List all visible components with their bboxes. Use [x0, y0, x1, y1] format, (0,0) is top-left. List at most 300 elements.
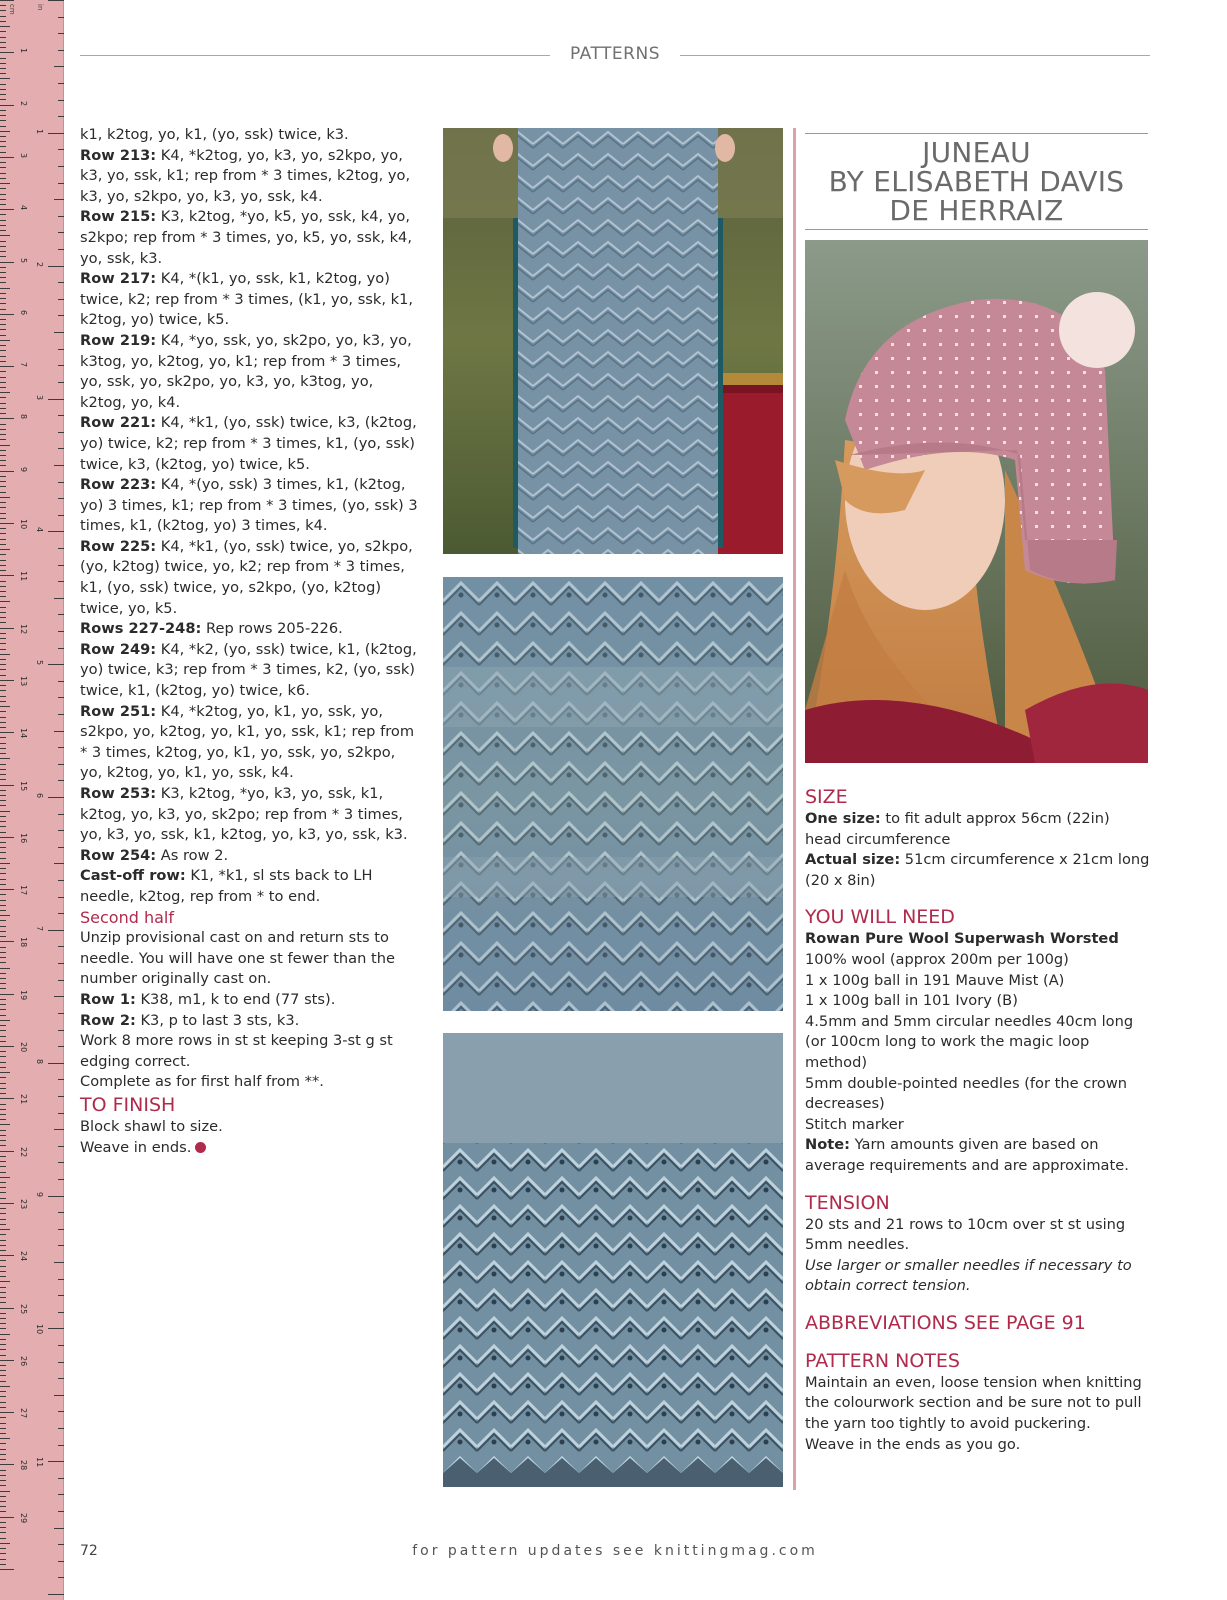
ruler-cm-tick — [0, 1224, 6, 1225]
ruler-cm-tick — [0, 717, 6, 718]
ruler-in-tick — [58, 830, 64, 831]
end-mark-icon — [195, 1142, 206, 1153]
ruler-cm-tick — [0, 816, 6, 817]
ruler — [0, 0, 64, 1600]
shawl-model-photo — [443, 128, 783, 554]
ruler-cm-tick — [0, 37, 6, 38]
ruler-cm-tick — [0, 1548, 6, 1549]
ruler-in-tick — [58, 614, 64, 615]
ruler-in-tick — [58, 50, 64, 51]
ruler-cm-tick — [0, 1077, 6, 1078]
ruler-cm-tick — [0, 622, 6, 623]
first-row — [80, 413, 420, 475]
ruler-cm-number: 7 — [19, 362, 28, 368]
ruler-cm-tick — [0, 1339, 6, 1340]
ruler-cm-tick — [0, 1062, 6, 1063]
ruler-cm-tick — [0, 1292, 6, 1293]
pattern-title — [805, 133, 1148, 230]
ruler-cm-tick — [0, 1177, 10, 1178]
ruler-cm-tick — [0, 1287, 6, 1288]
ruler-cm-tick — [0, 465, 6, 466]
row-instruction: K1, *k1, sl sts back to LH needle, k2tog, rep from * to end. — [80, 867, 373, 905]
first-row — [80, 784, 420, 846]
ruler-in-tick — [58, 1494, 64, 1495]
ruler-cm-tick — [0, 78, 10, 79]
ruler-in-number: 10 — [35, 1324, 44, 1335]
ruler-cm-tick — [0, 1428, 6, 1429]
ruler-in-tick — [58, 17, 64, 18]
ruler-cm-tick — [0, 586, 6, 587]
ruler-cm-tick — [0, 1360, 14, 1361]
ruler-in-tick — [58, 714, 64, 715]
ruler-cm-tick — [0, 931, 6, 932]
ruler-cm-tick — [0, 1344, 6, 1345]
first-row — [80, 640, 420, 702]
ruler-in-tick — [54, 996, 64, 997]
ruler-cm-tick — [0, 272, 6, 273]
ruler-cm-tick — [0, 785, 14, 786]
ruler-cm-number: 11 — [19, 571, 28, 582]
ruler-cm-tick — [0, 837, 14, 838]
ruler-cm-tick — [0, 1151, 14, 1152]
row-label: Row 251: — [80, 702, 157, 720]
ruler-cm-tick — [0, 1271, 6, 1272]
ruler-cm-tick — [0, 905, 6, 906]
row-instruction: K4, *k2, (yo, ssk) twice, k1, (k2tog, yo) twice, k3; rep from * 3 times, k2, (yo, ssk) twice, k1, (k2tog, yo) twice, k6. — [80, 640, 417, 700]
ruler-cm-tick — [0, 460, 6, 461]
ruler-in-tick — [58, 1312, 64, 1313]
ruler-in-tick — [58, 498, 64, 499]
ruler-cm-tick — [0, 1083, 6, 1084]
ruler-cm-number: 17 — [19, 885, 28, 896]
second-half-outro-2: Complete as for first half from **. — [80, 1073, 324, 1091]
ruler-cm-tick — [0, 1156, 6, 1157]
ruler-cm-tick — [0, 126, 6, 127]
ruler-in-tick — [58, 33, 64, 34]
row-instruction: K4, *(yo, ssk) 3 times, k1, (k2tog, yo) 3 times, k1; rep from * 3 times, (yo, ssk) 3 times, k1, (k2tog, yo) 3 times, k4. — [80, 476, 418, 535]
ruler-cm-tick — [0, 1423, 6, 1424]
ruler-cm-tick — [0, 706, 10, 707]
ruler-cm-tick — [0, 1229, 10, 1230]
ruler-cm-number: 27 — [19, 1408, 28, 1419]
ruler-cm-tick — [0, 638, 6, 639]
ruler-in-tick — [58, 315, 64, 316]
ruler-cm-tick — [0, 178, 6, 179]
ruler-in-tick — [58, 681, 64, 682]
ruler-cm-tick — [0, 1140, 6, 1141]
ruler-cm-tick — [0, 1433, 6, 1434]
ruler-in-tick — [48, 1063, 64, 1064]
size-heading: SIZE — [805, 786, 848, 808]
row-instruction: K38, m1, k to end (77 sts). — [135, 990, 336, 1008]
ruler-cm-tick — [0, 701, 6, 702]
ruler-cm-number: 10 — [19, 519, 28, 530]
ruler-cm-number: 18 — [19, 937, 28, 948]
ruler-cm-tick — [0, 863, 10, 864]
ruler-cm-tick — [0, 805, 6, 806]
ruler-cm-tick — [0, 486, 6, 487]
ruler-cm-tick — [0, 832, 6, 833]
ruler-in-tick — [58, 697, 64, 698]
page-number: 72 — [80, 1543, 98, 1559]
ruler-cm-number: 19 — [19, 989, 28, 1000]
ruler-cm-tick — [0, 1213, 6, 1214]
designer-line-1: BY ELISABETH DAVIS — [828, 165, 1125, 198]
ruler-in-tick — [58, 581, 64, 582]
ruler-cm-tick — [0, 1056, 6, 1057]
ruler-cm-tick — [0, 764, 6, 765]
ruler-cm-tick — [0, 649, 6, 650]
ruler-cm-tick — [0, 654, 10, 655]
ruler-cm-tick — [0, 0, 14, 1]
ruler-cm-tick — [0, 167, 6, 168]
ruler-in-tick — [58, 1362, 64, 1363]
ruler-cm-tick — [0, 199, 6, 200]
ruler-cm-tick — [0, 758, 10, 759]
ruler-in-tick — [54, 863, 64, 864]
ruler-cm-tick — [0, 471, 14, 472]
ruler-cm-tick — [0, 1323, 6, 1324]
ruler-cm-tick — [0, 513, 6, 514]
ruler-cm-tick — [0, 1538, 6, 1539]
ruler-cm-tick — [0, 319, 6, 320]
ruler-cm-tick — [0, 1308, 14, 1309]
ruler-cm-tick — [0, 1313, 6, 1314]
ruler-cm-number: 26 — [19, 1355, 28, 1366]
ruler-in-tick — [58, 764, 64, 765]
ruler-cm-tick — [0, 455, 6, 456]
ruler-cm-tick — [0, 241, 6, 242]
ruler-cm-tick — [0, 42, 6, 43]
ruler-cm-tick — [0, 329, 6, 330]
ruler-cm-tick — [0, 1475, 6, 1476]
ruler-in-number: 6 — [35, 793, 44, 799]
ruler-cm-tick — [0, 94, 6, 95]
ruler-cm-tick — [0, 884, 6, 885]
ruler-cm-tick — [0, 988, 6, 989]
ruler-cm-tick — [0, 999, 6, 1000]
ruler-cm-tick — [0, 915, 10, 916]
yarn-note: Note: Yarn amounts given are based on average requirements and are approximate. — [805, 1136, 1129, 1174]
ruler-cm-tick — [0, 1402, 6, 1403]
ruler-cm-tick — [0, 523, 14, 524]
ruler-cm-tick — [0, 957, 6, 958]
ruler-cm-tick — [0, 1260, 6, 1261]
ruler-cm-tick — [0, 1145, 6, 1146]
ruler-in-tick — [48, 797, 64, 798]
ruler-cm-tick — [0, 89, 6, 90]
row-continuation: k1, k2tog, yo, k1, (yo, ssk) twice, k3. — [80, 126, 349, 143]
ruler-cm-tick — [0, 1245, 6, 1246]
first-row — [80, 269, 420, 331]
ruler-cm-tick — [0, 1511, 6, 1512]
ruler-cm-number: 23 — [19, 1198, 28, 1210]
first-row — [80, 331, 420, 413]
ruler-cm-tick — [0, 1098, 14, 1099]
ruler-cm-tick — [0, 382, 6, 383]
ruler-in-tick — [58, 365, 64, 366]
ruler-in-tick — [58, 116, 64, 117]
ruler-cm-tick — [0, 21, 6, 22]
ruler-cm-tick — [0, 973, 6, 974]
ruler-cm-tick — [0, 748, 6, 749]
ruler-cm-tick — [0, 1438, 10, 1439]
ruler-cm-tick — [0, 1532, 6, 1533]
ruler-cm-tick — [0, 1093, 6, 1094]
ruler-cm-tick — [0, 10, 6, 11]
ruler-in-tick — [48, 1196, 64, 1197]
ruler-cm-number: 12 — [19, 623, 28, 634]
ruler-cm-tick — [0, 1443, 6, 1444]
ruler-cm-tick — [0, 361, 6, 362]
ruler-cm-tick — [0, 204, 6, 205]
ruler-in-tick — [48, 664, 64, 665]
ruler-cm-tick — [0, 340, 10, 341]
ruler-cm-tick — [0, 1496, 6, 1497]
to-finish-heading: TO FINISH — [80, 1093, 176, 1116]
ruler-in-tick — [48, 1328, 64, 1329]
ruler-cm-tick — [0, 429, 6, 430]
row-label: Row 254: — [80, 846, 157, 864]
ruler-in-tick — [58, 415, 64, 416]
ruler-cm-tick — [0, 131, 10, 132]
ruler-cm-tick — [0, 267, 6, 268]
ruler-cm-tick — [0, 392, 10, 393]
ruler-cm-tick — [0, 502, 6, 503]
ruler-in-tick — [58, 1179, 64, 1180]
ruler-cm-tick — [0, 560, 6, 561]
ruler-cm-tick — [0, 1009, 6, 1010]
ruler-cm-tick — [0, 371, 6, 372]
ruler-cm-tick — [0, 743, 6, 744]
ruler-cm-tick — [0, 1375, 6, 1376]
ruler-cm-number: 24 — [19, 1251, 28, 1262]
ruler-cm-tick — [0, 879, 6, 880]
ruler-in-tick — [58, 448, 64, 449]
ruler-cm-tick — [0, 1255, 14, 1256]
ruler-cm-tick — [0, 842, 6, 843]
ruler-cm-tick — [0, 1041, 6, 1042]
ruler-cm-tick — [0, 1522, 6, 1523]
ruler-cm-number: 9 — [19, 466, 28, 472]
pattern-notes-heading: PATTERN NOTES — [805, 1349, 960, 1372]
ruler-cm-tick — [0, 1553, 6, 1554]
ruler-cm-tick — [0, 68, 6, 69]
ruler-cm-tick — [0, 769, 6, 770]
ruler-cm-tick — [0, 575, 14, 576]
row-label: Row 221: — [80, 414, 157, 432]
ruler-cm-tick — [0, 1234, 6, 1235]
ruler-cm-tick — [0, 1386, 10, 1387]
ruler-cm-tick — [0, 633, 6, 634]
ruler-cm-tick — [0, 1135, 6, 1136]
ruler-in-tick — [54, 465, 64, 466]
ruler-cm-tick — [0, 345, 6, 346]
material-item: 5mm double-pointed needles (for the crown decreases) — [805, 1074, 1128, 1113]
ruler-cm-tick — [0, 73, 6, 74]
ruler-cm-tick — [0, 84, 6, 85]
ruler-cm-tick — [0, 225, 6, 226]
second-half-row-list — [80, 990, 420, 1031]
ruler-in-tick — [58, 648, 64, 649]
ruler-cm-tick — [0, 900, 6, 901]
ruler-cm-tick — [0, 612, 6, 613]
hat-model-photo — [805, 240, 1148, 763]
ruler-cm-tick — [0, 1470, 6, 1471]
row-label: Row 249: — [80, 640, 157, 658]
ruler-cm-tick — [0, 737, 6, 738]
ruler-cm-tick — [0, 1454, 6, 1455]
first-row — [80, 619, 420, 640]
ruler-in-tick — [58, 1096, 64, 1097]
ruler-cm-tick — [0, 1412, 14, 1413]
lace-detail-photo-1 — [443, 577, 783, 1011]
ruler-cm-number: 22 — [19, 1146, 28, 1157]
ruler-in-tick — [58, 1411, 64, 1412]
row-label: Row 225: — [80, 537, 157, 555]
ruler-cm-tick — [0, 324, 6, 325]
ruler-in-tick — [58, 432, 64, 433]
ruler-cm-tick — [0, 847, 6, 848]
ruler-in-tick — [54, 1129, 64, 1130]
ruler-cm-tick — [0, 1020, 10, 1021]
ruler-cm-tick — [0, 1051, 6, 1052]
ruler-in-tick — [48, 399, 64, 400]
ruler-cm-tick — [0, 230, 6, 231]
ruler-cm-tick — [0, 821, 6, 822]
ruler-cm-tick — [0, 1067, 6, 1068]
ruler-cm-tick — [0, 920, 6, 921]
ruler-cm-tick — [0, 826, 6, 827]
ruler-cm-tick — [0, 1407, 6, 1408]
ruler-cm-tick — [0, 282, 6, 283]
ruler-cm-tick — [0, 1506, 6, 1507]
ruler-cm-tick — [0, 962, 6, 963]
ruler-in-number: 4 — [35, 527, 44, 533]
row-instruction: K4, *(k1, yo, ssk, k1, k2tog, yo) twice, k2; rep from * 3 times, (k1, yo, ssk, k1, k2tog, yo) twice, k5. — [80, 270, 414, 329]
ruler-cm-tick — [0, 1459, 6, 1460]
ruler-cm-tick — [0, 659, 6, 660]
ruler-in-tick — [58, 83, 64, 84]
ruler-cm-tick — [0, 994, 14, 995]
ruler-cm-tick — [0, 492, 6, 493]
ruler-in-tick — [58, 232, 64, 233]
ruler-cm-tick — [0, 533, 6, 534]
ruler-cm-tick — [0, 1187, 6, 1188]
ruler-in-tick — [58, 1428, 64, 1429]
tension-advice: Use larger or smaller needles if necessary to obtain correct tension. — [805, 1256, 1132, 1295]
ruler-in-tick — [58, 282, 64, 283]
ruler-cm-tick — [0, 607, 6, 608]
row-list — [80, 146, 420, 908]
ruler-in-tick — [58, 1544, 64, 1545]
ruler-in-tick — [54, 199, 64, 200]
ruler-cm-tick — [0, 664, 6, 665]
ruler-cm-tick — [0, 1109, 6, 1110]
ruler-in-tick — [58, 1245, 64, 1246]
ruler-cm-tick — [0, 1365, 6, 1366]
ruler-cm-tick — [0, 727, 6, 728]
ruler-cm-number: 29 — [19, 1512, 28, 1523]
ruler-cm-tick — [0, 1281, 10, 1282]
size-one: One size: to fit adult approx 56cm (22in) head circumference — [805, 810, 1110, 848]
ruler-cm-tick — [0, 314, 14, 315]
ruler-cm-tick — [0, 194, 6, 195]
ruler-cm-tick — [0, 873, 6, 874]
ruler-cm-tick — [0, 1161, 6, 1162]
first-row — [80, 702, 420, 784]
ruler-cm-tick — [0, 753, 6, 754]
ruler-cm-tick — [0, 868, 6, 869]
ruler-in-tick — [58, 1030, 64, 1031]
ruler-cm-tick — [0, 31, 6, 32]
row-label: Cast-off row: — [80, 867, 186, 885]
ruler-in-tick — [48, 266, 64, 267]
ruler-cm-tick — [0, 16, 6, 17]
ruler-cm-tick — [0, 1166, 6, 1167]
ruler-cm-tick — [0, 220, 6, 221]
ruler-cm-tick — [0, 1130, 6, 1131]
ruler-cm-tick — [0, 570, 6, 571]
row-instruction: K3, k2tog, *yo, k3, yo, ssk, k1, k2tog, yo, k3, yo, sk2po; rep from * 3 times, yo, k3, yo, ssk, k1, k2tog, yo, k3, yo, ssk, k3. — [80, 785, 408, 844]
ruler-in-tick — [58, 382, 64, 383]
ruler-cm-tick — [0, 146, 6, 147]
ruler-cm-tick — [0, 711, 6, 712]
ruler-cm-tick — [0, 335, 6, 336]
ruler-cm-tick — [0, 262, 14, 263]
row-instruction: K3, k2tog, *yo, k5, yo, ssk, k4, yo, s2kpo; rep from * 3 times, yo, k5, yo, ssk, k4, yo, ssk, k3. — [80, 208, 412, 267]
ruler-cm-tick — [0, 1297, 6, 1298]
ruler-cm-tick — [0, 356, 6, 357]
ruler-cm-tick — [0, 209, 14, 210]
ruler-in-tick — [54, 1395, 64, 1396]
ruler-cm-tick — [0, 424, 6, 425]
ruler-in-tick — [58, 1046, 64, 1047]
ruler-in-tick — [58, 1445, 64, 1446]
ruler-cm-tick — [0, 910, 6, 911]
ruler-cm-tick — [0, 968, 10, 969]
ruler-in-number: 8 — [35, 1058, 44, 1064]
ruler-cm-tick — [0, 235, 10, 236]
ruler-in-tick — [58, 1478, 64, 1479]
ruler-in-tick — [58, 100, 64, 101]
finish-line-2: Weave in ends. — [80, 1138, 420, 1159]
row-label: Row 253: — [80, 785, 157, 802]
row-label: Row 223: — [80, 476, 157, 494]
ruler-cm-number: 14 — [19, 728, 28, 739]
ruler-cm-number: 25 — [19, 1303, 28, 1314]
second-row — [80, 990, 420, 1011]
ruler-cm-tick — [0, 188, 6, 189]
ruler-cm-number: 16 — [19, 832, 28, 843]
ruler-in-tick — [54, 598, 64, 599]
ruler-cm-tick — [0, 1114, 6, 1115]
ruler-cm-tick — [0, 136, 6, 137]
ruler-cm-tick — [0, 1088, 6, 1089]
row-instruction: As row 2. — [156, 846, 229, 864]
ruler-cm-tick — [0, 1564, 6, 1565]
ruler-cm-tick — [0, 1015, 6, 1016]
ruler-cm-tick — [0, 1391, 6, 1392]
ruler-cm-tick — [0, 539, 6, 540]
ruler-cm-tick — [0, 439, 6, 440]
ruler-cm-tick — [0, 1046, 14, 1047]
row-instruction: Rep rows 205-226. — [201, 620, 343, 638]
ruler-cm-tick — [0, 1569, 14, 1570]
row-instruction: K3, p to last 3 sts, k3. — [135, 1011, 300, 1029]
size-actual: Actual size: 51cm circumference x 21cm long (20 x 8in) — [805, 851, 1150, 889]
material-item: 1 x 100g ball in 191 Mauve Mist (A) — [805, 971, 1065, 989]
